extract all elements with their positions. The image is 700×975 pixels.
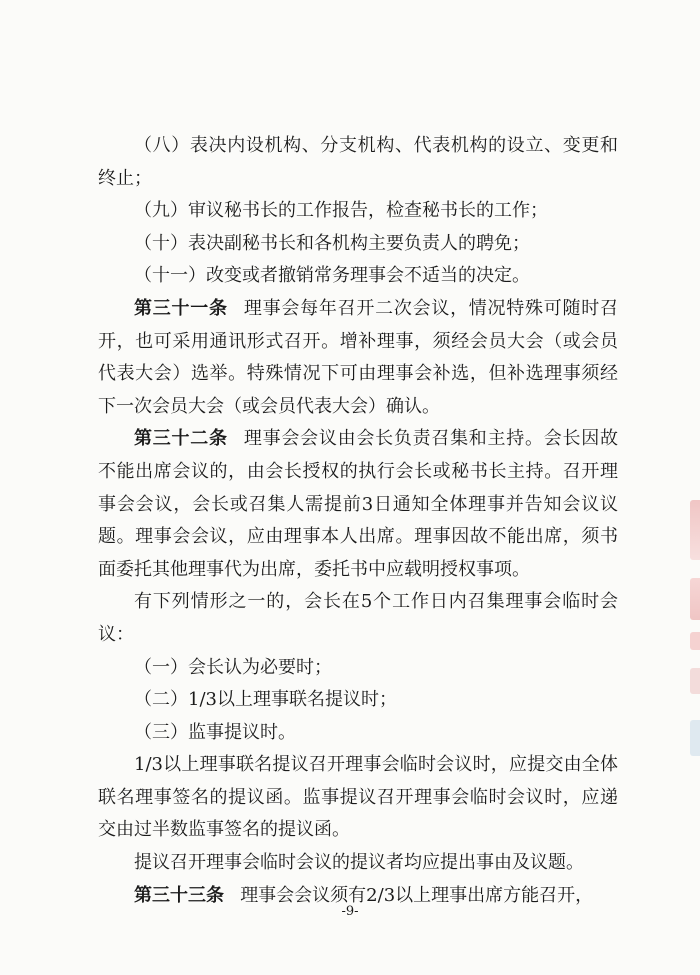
- seal-stamp-mark: [690, 632, 700, 650]
- document-body: [98, 130, 618, 912]
- article-label: 第三十三条: [134, 884, 224, 906]
- article-label: 第三十二条: [134, 428, 228, 450]
- proposal-letter-rule: [98, 749, 618, 847]
- paragraph-text: 有下列情形之一的，会长在5个工作日内召集理事会临时会议：: [98, 591, 618, 645]
- clause-text: （十一）改变或者撤销常务理事会不适当的决定。: [134, 265, 530, 287]
- clause-text: （九）审议秘书长的工作报告，检查秘书长的工作；: [134, 200, 548, 222]
- condition-3: [98, 717, 618, 750]
- article-32: [98, 423, 618, 586]
- seal-stamp-mark: [690, 500, 700, 560]
- clause-text: （八）表决内设机构、分支机构、代表机构的设立、变更和终止；: [98, 135, 618, 189]
- seal-stamp-mark: [690, 668, 700, 694]
- seal-stamp-mark: [690, 578, 700, 620]
- interim-meeting-intro: [98, 586, 618, 651]
- article-label: 第三十一条: [134, 297, 228, 319]
- condition-1: [98, 652, 618, 685]
- ink-mark: [690, 720, 700, 756]
- clause-text: （十）表决副秘书长和各机构主要负责人的聘免；: [134, 232, 530, 254]
- paragraph-text: （三）监事提议时。: [134, 721, 296, 743]
- condition-2: [98, 684, 618, 717]
- paragraph-text: （一）会长认为必要时；: [134, 656, 332, 678]
- article-text: 理事会会议由会长负责召集和主持。会长因故不能出席会议的，由会长授权的执行会长或秘书长主持。召开理事会会议，会长或召集人需提前3日通知全体理事并告知会议议题。理事会会议，应由理事本人出席。理事因故不能出席，须书面委托其他理事代为出席，委托书中应载明授权事项。: [98, 428, 619, 580]
- clause-10: [98, 228, 618, 261]
- proposal-topics-rule: [98, 847, 618, 880]
- paragraph-text: 1/3以上理事联名提议召开理事会临时会议时，应提交由全体联名理事签名的提议函。监事提议召开理事会临时会议时，应递交由过半数监事签名的提议函。: [98, 754, 618, 841]
- article-text: 理事会会议须有2/3以上理事出席方能召开，: [240, 884, 594, 906]
- clause-9: [98, 195, 618, 228]
- article-text: 理事会每年召开二次会议，情况特殊可随时召开，也可采用通讯形式召开。增补理事，须经会员大会（或会员代表大会）选举。特殊情况下可由理事会补选，但补选理事须经下一次会员大会（或会员代表大会）确认。: [98, 297, 619, 417]
- paragraph-text: 提议召开理事会临时会议的提议者均应提出事由及议题。: [134, 852, 584, 874]
- article-31: [98, 293, 618, 423]
- page-number: -9-: [341, 904, 359, 919]
- paragraph-text: （二）1/3以上理事联名提议时；: [134, 689, 397, 711]
- clause-8: [98, 130, 618, 195]
- clause-11: [98, 260, 618, 293]
